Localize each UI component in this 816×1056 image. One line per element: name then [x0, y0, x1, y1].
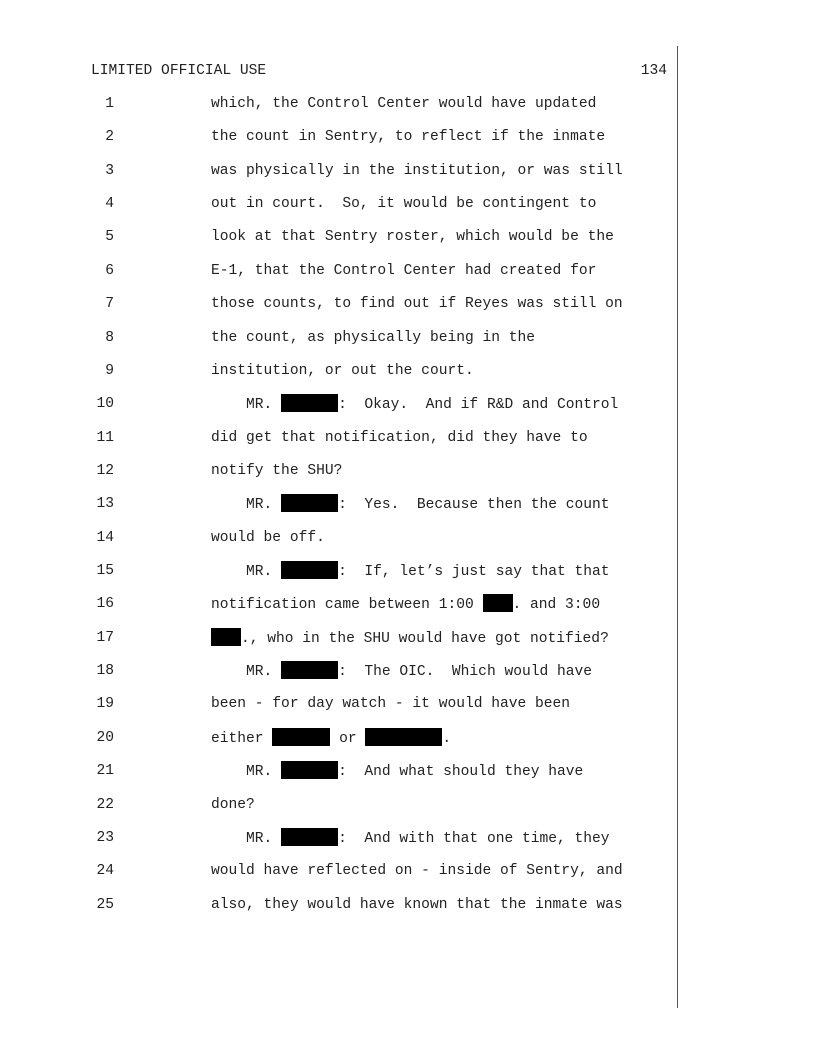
line-number: 3 [105, 162, 114, 179]
line-text [211, 161, 623, 181]
line-number: 21 [96, 763, 114, 780]
line-text [211, 428, 588, 448]
redaction-block [211, 628, 241, 646]
line-text [211, 227, 614, 247]
line-number: 18 [96, 663, 114, 680]
line-number: 23 [96, 829, 114, 846]
transcript-line [0, 127, 816, 160]
redaction-block [281, 828, 338, 846]
line-text [211, 294, 623, 314]
line-text [211, 628, 609, 649]
line-text [211, 895, 623, 915]
text-segment: institution, or out the court. [211, 362, 474, 379]
transcript-line [0, 895, 816, 928]
text-segment: ., who in the SHU would have got notified? [241, 630, 609, 647]
line-text [211, 561, 610, 582]
line-text [211, 661, 592, 682]
text-segment: would be off. [211, 529, 325, 546]
text-segment: : Yes. Because then the count [338, 497, 610, 514]
line-number: 20 [96, 729, 114, 746]
page-number: 134 [640, 63, 667, 79]
text-segment: done? [211, 796, 255, 813]
text-segment: also, they would have known that the inmate was [211, 896, 623, 913]
text-segment: MR. [211, 497, 282, 514]
line-number: 2 [105, 129, 114, 146]
line-number: 19 [96, 696, 114, 713]
line-text [211, 795, 255, 815]
line-number: 24 [96, 863, 114, 880]
line-number: 14 [96, 529, 114, 546]
text-segment: MR. [211, 397, 282, 414]
line-text [211, 194, 596, 214]
line-text [211, 494, 610, 515]
line-number: 9 [105, 362, 114, 379]
redaction-block [281, 494, 338, 512]
text-segment: : And with that one time, they [338, 830, 610, 847]
line-number: 8 [105, 329, 114, 346]
text-segment: those counts, to find out if Reyes was still on [211, 296, 623, 313]
text-segment: did get that notification, did they have to [211, 429, 588, 446]
transcript-line [0, 728, 816, 761]
text-segment: would have reflected on - inside of Sentry, and [211, 863, 623, 880]
transcript-line [0, 828, 816, 861]
line-text [211, 728, 451, 749]
line-number: 13 [96, 496, 114, 513]
line-number: 5 [105, 229, 114, 246]
line-number: 15 [96, 563, 114, 580]
transcript-line [0, 328, 816, 361]
transcript-line [0, 294, 816, 327]
line-text [211, 761, 583, 782]
text-segment: the count, as physically being in the [211, 329, 536, 346]
text-segment: E-1, that the Control Center had created for [211, 262, 597, 279]
line-text [211, 394, 618, 415]
transcript-line [0, 394, 816, 427]
line-text [211, 328, 535, 348]
line-number: 4 [105, 196, 114, 213]
transcript-line [0, 661, 816, 694]
text-segment: notification came between 1:00 [211, 597, 483, 614]
redaction-block [365, 728, 442, 746]
line-text [211, 261, 596, 281]
text-segment: was physically in the institution, or was still [211, 162, 623, 179]
line-number: 17 [96, 629, 114, 646]
text-segment: MR. [211, 830, 282, 847]
line-number: 10 [96, 396, 114, 413]
line-number: 25 [96, 896, 114, 913]
transcript-line [0, 161, 816, 194]
line-text [211, 528, 325, 548]
redaction-block [281, 561, 338, 579]
redaction-block [281, 761, 338, 779]
transcript-line [0, 494, 816, 527]
transcript-line [0, 361, 816, 394]
line-number: 12 [96, 462, 114, 479]
text-segment: out in court. So, it would be contingent to [211, 196, 597, 213]
redaction-block [483, 594, 513, 612]
transcript-lines [0, 94, 816, 928]
text-segment: which, the Control Center would have updated [211, 96, 597, 112]
text-segment: either [211, 730, 273, 747]
line-text [211, 461, 342, 481]
text-segment: notify the SHU? [211, 462, 343, 479]
line-number: 16 [96, 596, 114, 613]
transcript-line [0, 94, 816, 127]
transcript-line [0, 761, 816, 794]
transcript-line [0, 795, 816, 828]
line-text [211, 694, 570, 714]
classification-header: LIMITED OFFICIAL USE [91, 63, 267, 79]
transcript-line [0, 561, 816, 594]
transcript-line [0, 261, 816, 294]
text-segment: : Okay. And if R&D and Control [338, 397, 619, 414]
transcript-line [0, 861, 816, 894]
redaction-block [272, 728, 330, 746]
text-segment: look at that Sentry roster, which would be the [211, 229, 614, 246]
line-number: 6 [105, 262, 114, 279]
transcript-line [0, 628, 816, 661]
line-number: 7 [105, 296, 114, 313]
text-segment: MR. [211, 764, 282, 781]
text-segment: : The OIC. Which would have [338, 664, 593, 681]
line-text [211, 127, 605, 147]
text-segment: : If, let’s just say that that [338, 564, 610, 581]
transcript-line [0, 594, 816, 627]
transcript-line [0, 227, 816, 260]
transcript-line [0, 694, 816, 727]
text-segment: . [442, 730, 452, 747]
transcript-line [0, 461, 816, 494]
line-text [211, 94, 596, 114]
text-segment: MR. [211, 664, 282, 681]
text-segment: . and 3:00 [512, 597, 601, 614]
line-number: 22 [96, 796, 114, 813]
transcript-line [0, 194, 816, 227]
line-number: 11 [96, 429, 114, 446]
line-text [211, 361, 474, 381]
redaction-block [281, 394, 338, 412]
transcript-line [0, 528, 816, 561]
text-segment: the count in Sentry, to reflect if the inmate [211, 129, 606, 146]
transcript-line [0, 428, 816, 461]
line-text [211, 594, 600, 615]
line-number: 1 [105, 96, 114, 112]
line-text [211, 828, 610, 849]
text-segment: : And what should they have [338, 764, 584, 781]
text-segment: or [330, 730, 366, 747]
text-segment: MR. [211, 564, 282, 581]
text-segment: been - for day watch - it would have been [211, 696, 571, 713]
redaction-block [281, 661, 338, 679]
line-text [211, 861, 623, 881]
